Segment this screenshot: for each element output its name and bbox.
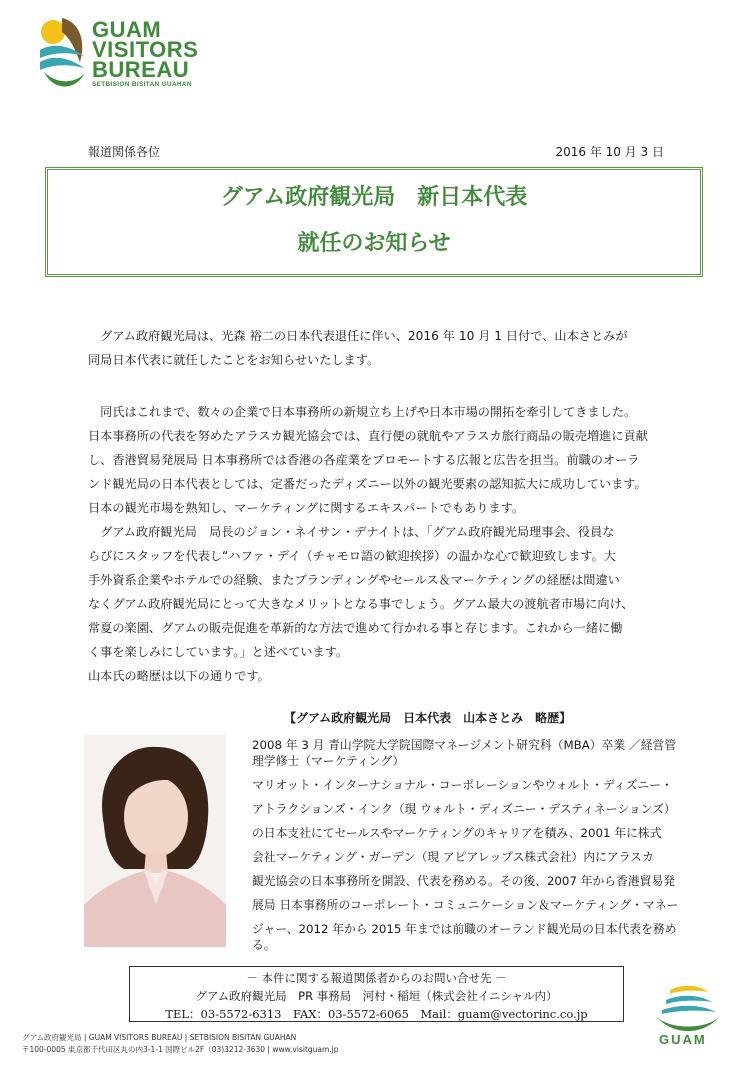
guam-brand-word: GUAM: [659, 1032, 707, 1047]
logo-line-bureau: BUREAU: [92, 57, 190, 82]
press-contact-box: [129, 966, 624, 1022]
bio-line: る。: [252, 938, 276, 952]
recipient-line: 報道関係各位: [88, 145, 161, 159]
bio-line: 2008 年 3 月 青山学院大学院国際マネージメント研究科（MBA）卒業 ／経営管: [252, 738, 677, 752]
gvb-logo-text: [92, 17, 199, 88]
background-paragraph: [88, 400, 668, 688]
bio-line: 会社マーケティング・ガーデン（現 アピアレップス株式会社）内にアラスカ: [252, 850, 654, 864]
body-line: 日本の観光市場を熟知し、マーケティングに関するエキスパートでもあります。: [88, 501, 525, 515]
logo-line-visitors: VISITORS: [92, 37, 199, 62]
contact-office: グアム政府観光局 PR 事務局 河村・稲垣（株式会社イニシャル内）: [195, 989, 558, 1003]
body-line: 同局日本代表に就任したことをお知らせいたします。: [88, 353, 380, 367]
body-line: し、香港貿易発展局 日本事務所では香港の各産業をプロモートする広報と広告を担当。前職のオーラ: [88, 453, 640, 467]
body-line: なくグアム政府観光局にとって大きなメリットとなる事でしょう。グアム最大の渡航者市場に向け、: [88, 597, 634, 611]
title-line-2: 就任のお知らせ: [297, 231, 451, 256]
body-line: らびにスタッフを代表し“ハファ・デイ（チャモロ語の歓迎挨拶）の温かな心で歓迎致します。大: [88, 549, 616, 563]
intro-paragraph: [88, 324, 668, 372]
profile-heading: 【グアム政府観光局 日本代表 山本さとみ 略歴】: [284, 711, 572, 725]
bio-line: マリオット・インターナショナル・コーポレーションやウォルト・ディズニー・: [252, 778, 673, 792]
body-line: く事を楽しみにしています。」と述べています。: [88, 645, 349, 659]
profile-bio: [252, 733, 702, 957]
body-line: ンド観光局の日本代表としては、定番だったディズニー以外の観光要素の認知拡大に成功しています。: [88, 477, 647, 491]
bio-line: アトラクションズ・インク（現 ウォルト・ディズニー・デスティネーションズ）: [252, 802, 676, 816]
portrait-photo: [84, 735, 226, 947]
release-date: 2016 年 10 月 3 日: [555, 145, 664, 159]
body-line: グアム政府観光局は、光森 裕二の日本代表退任に伴い、2016 年 10 月 1 日付で、山本さとみが: [88, 329, 628, 343]
body-line: 日本事務所の代表を努めたアラスカ観光協会では、直行便の就航やアラスカ旅行商品の販売増進に貢献: [88, 429, 648, 443]
contact-heading: － 本件に関する報道関係者からのお問い合せ先 －: [246, 971, 507, 985]
footer-org-line: グアム政府観光局 | GUAM VISITORS BUREAU | SETBISION BISITAN GUAHAN: [22, 1033, 297, 1042]
logo-line-guam: GUAM: [92, 17, 162, 42]
body-line: グアム政府観光局 局長のジョン・ネイサン・デナイトは、「グアム政府観光局理事会、役員な: [88, 525, 615, 539]
body-line: 同氏はこれまで、数々の企業で日本事務所の新規立ち上げや日本市場の開拓を牽引してきました。: [88, 405, 637, 419]
bio-line: 理学修士（マーケティング）: [252, 754, 405, 768]
contact-phones-email: TEL：03-5572-6313 FAX：03-5572-6065 Mail：guam@vectorinc.co.jp: [165, 1007, 588, 1021]
bio-line: の日本支社にてセールスやマーケティングのキャリアを積み、2001 年に株式: [252, 826, 662, 840]
body-line: 手外資系企業やホテルでの経験、またブランディングやセールス＆マーケティングの経歴は間違い: [88, 573, 620, 587]
bio-line: ジャー、2012 年から 2015 年までは前職のオーランド観光局の日本代表を務め: [252, 922, 677, 936]
title-box: [45, 167, 703, 277]
footer-address-line: 〒100-0005 東京都千代田区丸の内3-1-1 国際ビル2F（03)3212-3630 | www.visitguam.jp: [22, 1045, 339, 1054]
title-line-1: グアム政府観光局 新日本代表: [220, 185, 528, 210]
body-line: 山本氏の略歴は以下の通りです。: [88, 669, 270, 683]
bio-line: 展局 日本事務所のコーポレート・コミュニケーション＆マーケティング・マネー: [252, 898, 679, 912]
bio-line: 観光協会の日本事務所を開設、代表を務める。その後、2007 年から香港貿易発: [252, 874, 676, 888]
body-line: 常夏の楽園、グアムの販売促進を革新的な方法で進めて行かれる事と存じます。これから一緒に働: [88, 621, 623, 635]
logo-subtitle: SETBISION BISITAN GUAHAN: [92, 81, 192, 88]
